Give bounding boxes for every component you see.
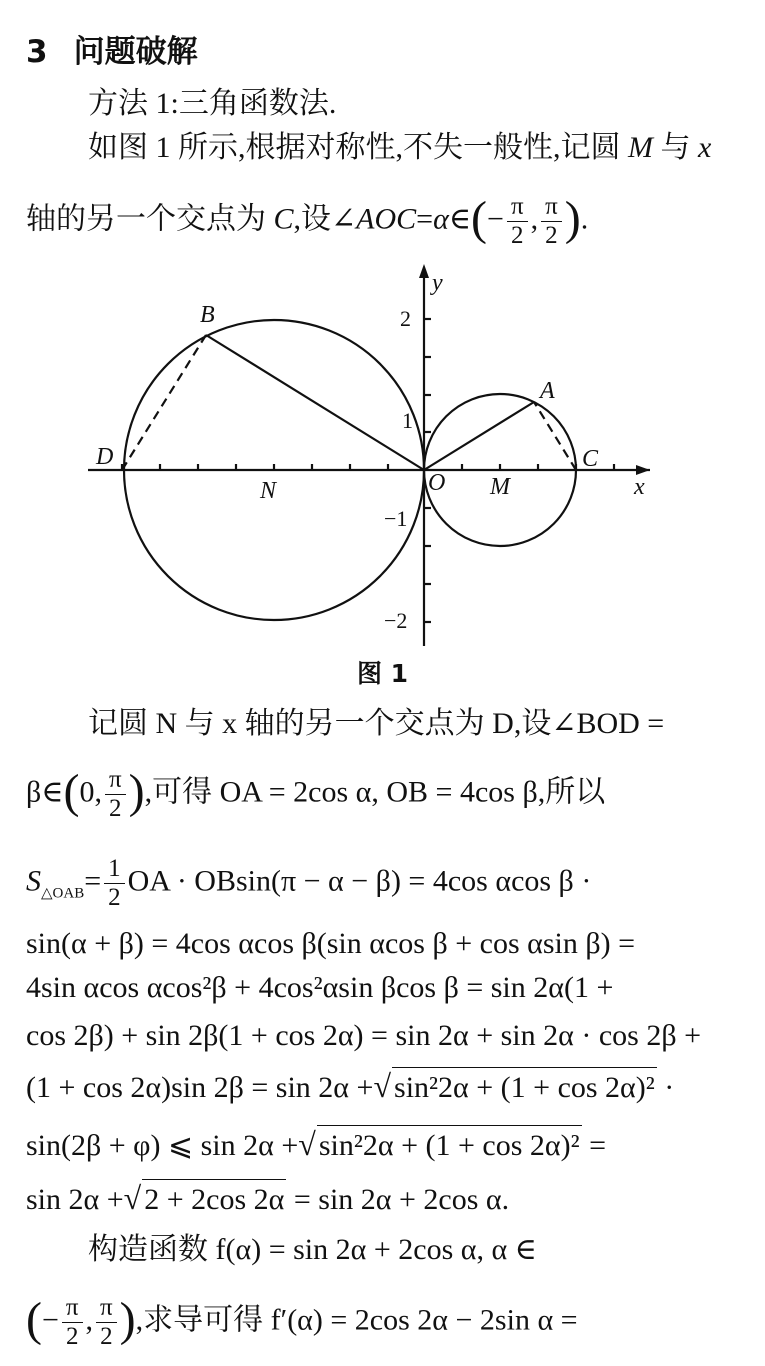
comma: , [530, 202, 539, 236]
denominator: 2 [511, 222, 524, 249]
sqrt-icon: √ [123, 1180, 142, 1216]
minus-sign: − [487, 202, 504, 236]
text-run: = [416, 202, 434, 236]
denominator: 2 [100, 1323, 113, 1350]
period: . [580, 202, 589, 236]
numerator: π [541, 193, 562, 222]
label-A: A [540, 378, 555, 404]
text-run: 轴的另一个交点为 [26, 202, 274, 236]
body-line: 记圆 N 与 x 轴的另一个交点为 D,设∠BOD = [88, 707, 665, 740]
fraction [96, 1294, 117, 1351]
segment-DB [122, 335, 206, 470]
numerator: π [62, 1294, 83, 1323]
denominator: 2 [109, 795, 122, 822]
text-run: OA · OBsin(π − α − β) = 4cos αcos β · [127, 864, 592, 898]
body-line [26, 766, 605, 823]
tick-label: −1 [384, 506, 408, 531]
section-title: 问题破解 [73, 34, 198, 70]
body-line [26, 1124, 606, 1166]
body-line: 4sin αcos αcos²β + 4cos²αsin βcos β = sin 2α(1 + [26, 971, 614, 1004]
body-line [26, 1066, 674, 1108]
denominator: 2 [65, 1323, 79, 1350]
paren-right: ) [119, 1292, 136, 1346]
denominator: 2 [545, 222, 558, 249]
body-line [26, 1294, 578, 1351]
fraction [541, 193, 562, 250]
text-run: = [581, 1129, 607, 1162]
var-x: x [698, 131, 712, 164]
comma: , [85, 1303, 94, 1337]
fraction [105, 766, 126, 823]
body-line [26, 855, 591, 913]
text-run: ,可得 OA = 2cos α, OB = 4cos β,所以 [144, 775, 606, 809]
subscript: △OAB [41, 885, 85, 902]
paren-left: ( [26, 1292, 42, 1346]
var-S: S [26, 864, 41, 898]
text-run: = [84, 864, 102, 898]
paren-right: ) [564, 191, 581, 245]
label-O: O [428, 470, 446, 496]
text-run: 0, [79, 775, 102, 809]
label-D: D [96, 444, 114, 470]
segment-CA [534, 402, 576, 470]
text-run: 如图 1 所示,根据对称性,不失一般性,记圆 [88, 131, 628, 164]
label-x: x [634, 474, 645, 500]
paren-right: ) [128, 764, 145, 818]
text-run: (1 + cos 2α)sin 2β = sin 2α + [26, 1071, 374, 1104]
method-line [88, 84, 336, 124]
label-N: N [260, 478, 277, 504]
text-run: ,求导可得 f′(α) = 2cos 2α − 2sin α = [135, 1303, 578, 1337]
tick-label: 2 [400, 306, 411, 331]
body-line: 构造函数 f(α) = sin 2α + 2cos α, α ∈ [88, 1233, 537, 1266]
radicand: sin²2α + (1 + cos 2α)² [317, 1125, 582, 1166]
paren-left: ( [63, 764, 80, 818]
sqrt-icon: √ [298, 1126, 316, 1162]
minus-sign: − [41, 1303, 59, 1337]
figure-1 [0, 258, 765, 650]
body-line: cos 2β) + sin 2β(1 + cos 2α) = sin 2α + sin 2α · cos 2β + [26, 1019, 701, 1052]
numerator: π [96, 1294, 117, 1323]
tick-label: 1 [402, 408, 413, 433]
var-C: C [273, 202, 294, 236]
section-heading [26, 26, 198, 71]
text-run: · [656, 1071, 675, 1104]
segment-OA [424, 402, 534, 470]
sqrt-icon: √ [373, 1068, 392, 1104]
text-run: sin(2β + φ) ⩽ sin 2α + [26, 1129, 299, 1162]
segment-OB [206, 335, 424, 470]
label-B: B [200, 302, 215, 328]
label-y: y [432, 270, 443, 296]
tick-label: −2 [384, 608, 408, 633]
angle-name: AOC [356, 202, 417, 236]
body-line [26, 1178, 509, 1220]
fraction [62, 1294, 83, 1351]
fraction [507, 193, 528, 250]
label-M: M [490, 474, 510, 500]
denominator: 2 [108, 884, 121, 911]
numerator: π [507, 193, 528, 222]
text-run: = sin 2α + 2cos α. [286, 1183, 510, 1216]
body-line: sin(α + β) = 4cos αcos β(sin αcos β + cos αsin β) = [26, 927, 636, 960]
paragraph-line [88, 128, 711, 168]
numerator: 1 [104, 855, 125, 884]
label-C: C [582, 446, 599, 472]
method-text: 方法 1:三角函数法. [88, 87, 337, 120]
text-run: ,设∠ [293, 202, 357, 236]
paragraph-line [26, 193, 588, 250]
figure-caption: 图 1 [356, 659, 409, 688]
var-alpha: α [433, 202, 449, 236]
text-run: ∈ [448, 202, 472, 236]
text-run: 与 [653, 131, 698, 164]
text-run: β∈ [26, 775, 64, 809]
text-run: sin 2α + [26, 1183, 124, 1216]
y-arrow-icon [419, 264, 429, 278]
section-number: 3 [26, 34, 48, 70]
paren-left: ( [471, 191, 488, 245]
radicand: 2 + 2cos 2α [142, 1179, 286, 1220]
fraction [104, 855, 125, 912]
var-M: M [628, 131, 653, 164]
numerator: π [105, 766, 126, 795]
radicand: sin²2α + (1 + cos 2α)² [392, 1067, 657, 1108]
